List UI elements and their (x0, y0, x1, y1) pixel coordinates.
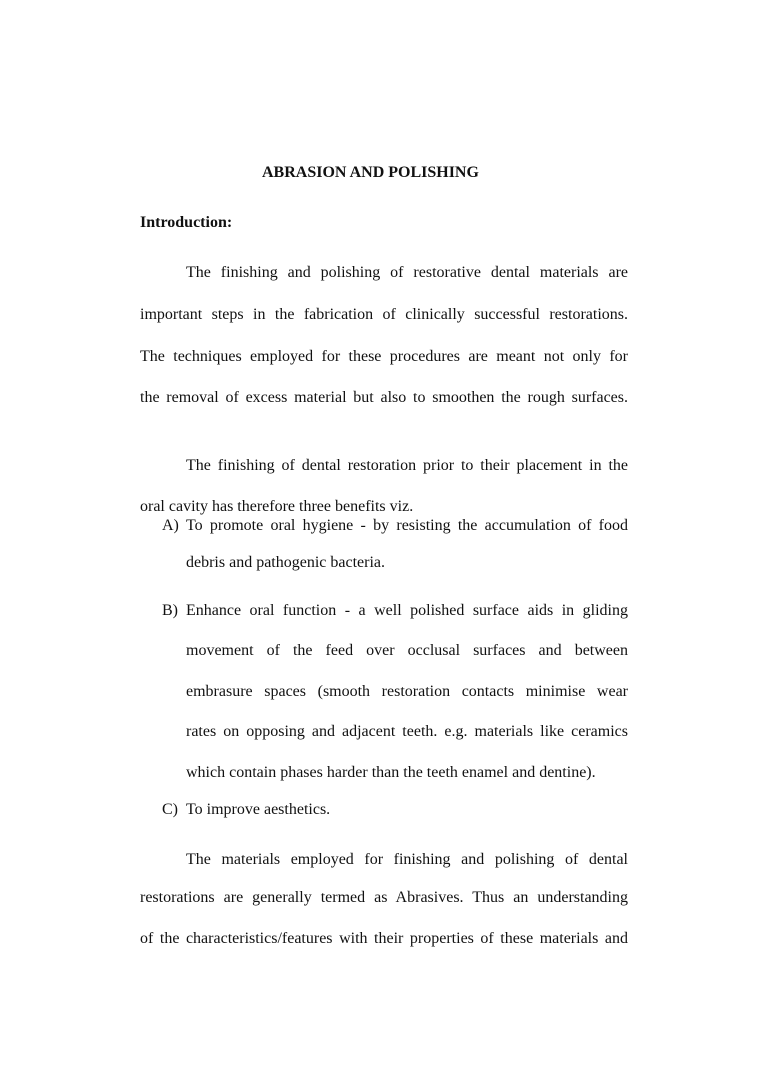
text-line: The techniques employed for these procedures are meant not only for (140, 348, 628, 365)
text-line: The materials employed for finishing and polishing of dental (186, 851, 628, 868)
list-item-line: movement of the feed over occlusal surfaces and between (186, 642, 628, 659)
list-item-line: Enhance oral function - a well polished surface aids in gliding (186, 602, 628, 619)
list-item-line: debris and pathogenic bacteria. (186, 554, 386, 571)
list-marker: C) (162, 801, 178, 818)
text-line: important steps in the fabrication of clinically successful restorations. (140, 306, 628, 323)
list-marker: A) (162, 517, 179, 534)
list-marker: B) (162, 602, 178, 619)
text-line: oral cavity has therefore three benefits viz. (140, 498, 414, 515)
text-line: restorations are generally termed as Abrasives. Thus an understanding (140, 889, 628, 906)
text-line: The finishing and polishing of restorative dental materials are (186, 264, 628, 281)
list-item-line: embrasure spaces (smooth restoration contacts minimise wear (186, 683, 628, 700)
list-item-line: To promote oral hygiene - by resisting the accumulation of food (186, 517, 628, 534)
section-heading: Introduction: (140, 214, 233, 231)
text-line: the removal of excess material but also to smoothen the rough surfaces. (140, 389, 628, 406)
list-item-line: To improve aesthetics. (186, 801, 331, 818)
list-item-line: which contain phases harder than the teeth enamel and dentine). (186, 764, 596, 781)
list-item-line: rates on opposing and adjacent teeth. e.g. materials like ceramics (186, 723, 628, 740)
text-line: of the characteristics/features with their properties of these materials and (140, 930, 628, 947)
page-title: ABRASION AND POLISHING (262, 164, 479, 181)
text-line: The finishing of dental restoration prior to their placement in the (186, 457, 628, 474)
